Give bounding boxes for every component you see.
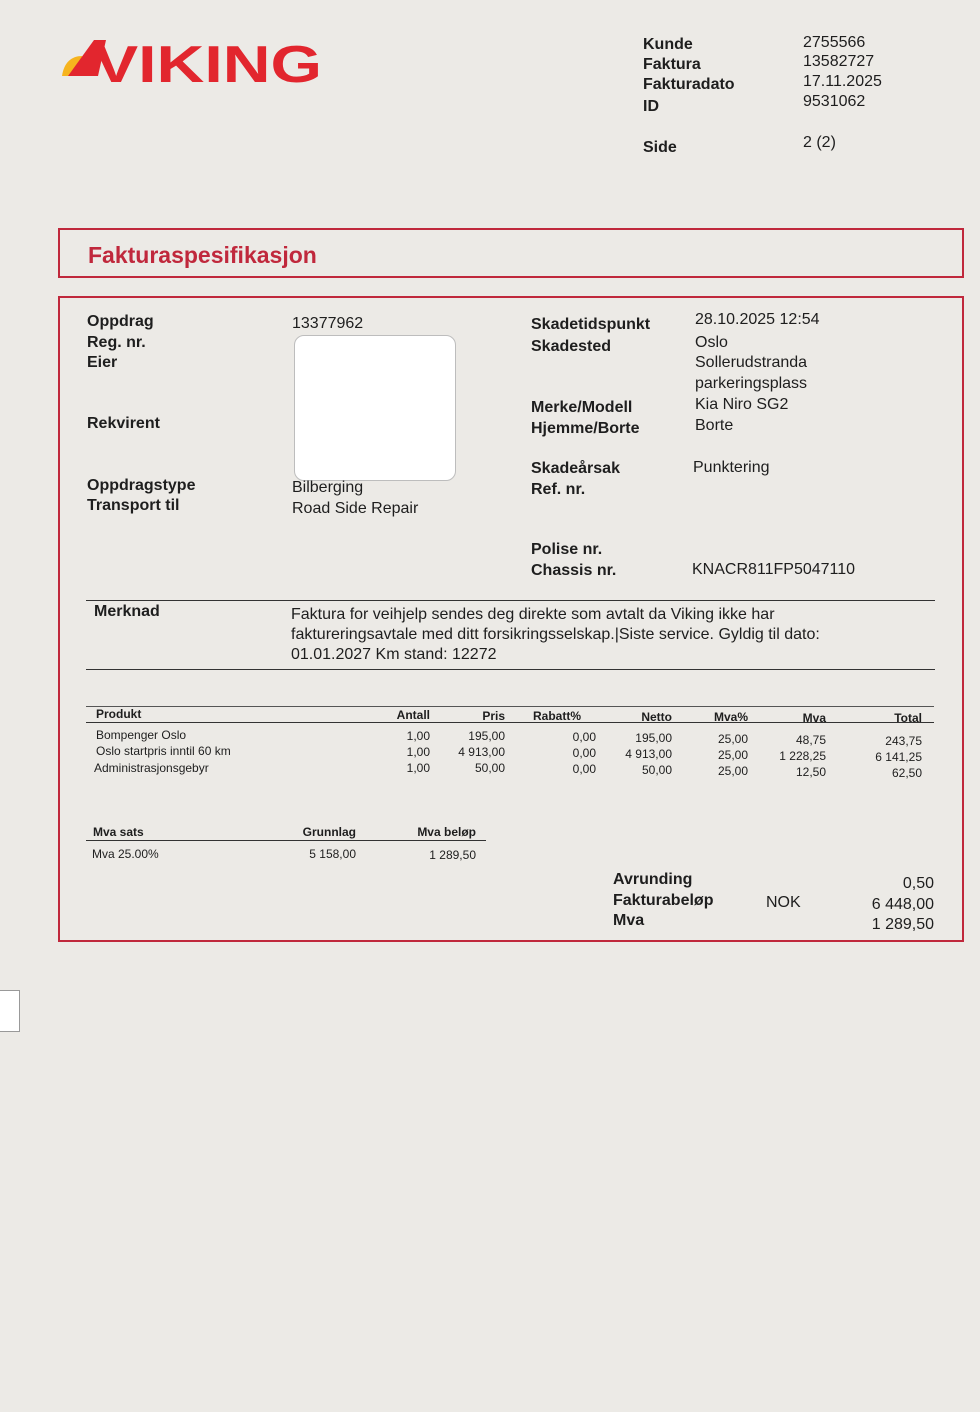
paper-edge [0,990,20,1032]
row-netto: 195,00 [635,731,672,745]
fakturadato-value: 17.11.2025 [803,73,882,90]
col-total: Total [894,711,922,725]
row-produkt: Bompenger Oslo [96,728,187,742]
row-mva: 1 228,25 [779,749,826,763]
merke-value: Kia Niro SG2 [695,396,789,413]
merke-label: Merke/Modell [531,399,633,416]
col-antall: Antall [396,708,430,722]
vat-grunnlag: 5 158,00 [309,847,356,861]
merknad-line: 01.01.2027 Km stand: 12272 [291,646,497,663]
skadested-label: Skadested [531,338,612,355]
vat-belop: 1 289,50 [429,848,476,862]
row-mva-pct: 25,00 [717,732,748,746]
skadested-line-2: Sollerudstranda [695,354,808,371]
oppdrag-value: 13377962 [292,315,364,332]
row-pris: 195,00 [468,729,505,743]
col-rabatt: Rabatt% [533,709,582,723]
row-total: 6 141,25 [875,750,922,764]
table-top-line [86,706,934,707]
row-antall: 1,00 [406,745,430,759]
oppdragstype-value: Bilberging [292,479,364,496]
redacted-area [294,335,456,481]
vat-header-line [86,840,486,841]
col-netto: Netto [641,710,672,724]
faktura-value: 13582727 [803,53,875,70]
skadested-line-1: Oslo [695,334,728,351]
col-mva-belop: Mva beløp [417,825,476,839]
merknad-text [291,605,891,665]
id-value: 9531062 [803,93,866,110]
divider [86,669,935,670]
row-total: 62,50 [891,766,922,780]
divider [86,600,935,601]
skadearsak-value: Punktering [693,459,770,476]
hjemme-label: Hjemme/Borte [531,420,640,437]
row-antall: 1,00 [406,729,430,743]
transport-label: Transport til [87,497,180,514]
transport-value: Road Side Repair [292,500,419,517]
col-produkt: Produkt [96,707,142,721]
hjemme-value: Borte [695,417,734,434]
skadested-line-3: parkeringsplass [695,375,808,392]
rekvirent-label: Rekvirent [87,415,160,432]
kunde-value: 2755566 [803,34,866,51]
row-netto: 50,00 [641,763,672,777]
skadetidspunkt-label: Skadetidspunkt [531,316,651,333]
row-netto: 4 913,00 [625,747,672,761]
side-value: 2 (2) [803,134,836,151]
mva-value: 1 289,50 [871,916,934,933]
refnr-label: Ref. nr. [531,481,586,498]
eier-label: Eier [87,354,118,371]
row-mva-pct: 25,00 [717,748,748,762]
merknad-line: Faktura for veihjelp sendes deg direkte som avtalt da Viking ikke har [291,606,775,623]
chassis-label: Chassis nr. [531,562,617,579]
regnr-label: Reg. nr. [87,334,146,351]
faktura-label: Faktura [643,56,701,73]
title-box [58,228,964,278]
col-mva-pct: Mva% [713,710,748,724]
merknad-label: Merknad [94,603,160,620]
side-label: Side [643,139,677,156]
col-pris: Pris [482,709,505,723]
row-mva: 12,50 [795,765,826,779]
fakturabelop-value: 6 448,00 [871,896,934,913]
row-mva: 48,75 [795,733,826,747]
oppdragstype-label: Oppdragstype [87,477,196,494]
currency: NOK [766,894,801,911]
col-mva-sats: Mva sats [93,825,144,839]
fakturadato-label: Fakturadato [643,76,735,93]
avrunding-value: 0,50 [902,875,934,892]
row-rabatt: 0,00 [572,762,596,776]
row-produkt: Oslo startpris inntil 60 km [96,744,231,758]
logo-text: VIKING [94,36,322,90]
oppdrag-label: Oppdrag [87,313,154,330]
mva-label: Mva [613,912,645,929]
merknad-line: faktureringsavtale med ditt forsikringsselskap.|Siste service. Gyldig til dato: [291,626,820,643]
row-rabatt: 0,00 [572,730,596,744]
row-antall: 1,00 [406,761,430,775]
row-produkt: Administrasjonsgebyr [94,761,209,775]
chassis-value: KNACR811FP5047110 [692,561,856,578]
fakturabelop-label: Fakturabeløp [613,892,714,909]
row-total: 243,75 [885,734,922,748]
table-header-line [86,722,934,723]
viking-logo [60,36,330,90]
avrunding-label: Avrunding [613,871,693,888]
col-grunnlag: Grunnlag [302,825,356,839]
page-title: Fakturaspesifikasjon [88,242,317,268]
polise-label: Polise nr. [531,541,603,558]
kunde-label: Kunde [643,36,693,53]
row-rabatt: 0,00 [572,746,596,760]
row-mva-pct: 25,00 [717,764,748,778]
skadetidspunkt-value: 28.10.2025 12:54 [695,311,820,328]
col-mva: Mva [802,711,826,725]
row-pris: 4 913,00 [458,745,505,759]
skadearsak-label: Skadeårsak [531,460,620,477]
row-pris: 50,00 [474,761,505,775]
id-label: ID [643,98,659,115]
vat-sats: Mva 25.00% [92,847,159,861]
